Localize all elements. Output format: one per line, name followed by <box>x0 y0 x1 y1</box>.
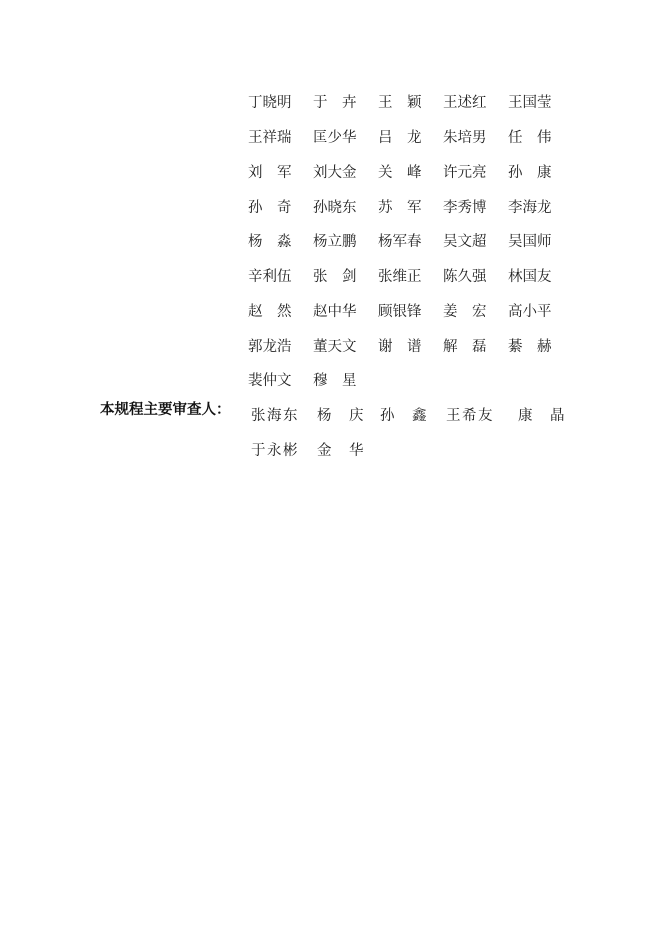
author-name: 许元亮 <box>443 164 487 181</box>
reviewer-name: 孙 鑫 <box>380 407 428 424</box>
reviewer-name: 康 晶 <box>518 407 566 424</box>
reviewer-name: 于永彬 <box>251 442 299 459</box>
author-name: 穆 星 <box>313 373 357 390</box>
author-name: 赵中华 <box>313 303 357 320</box>
author-name: 姜 宏 <box>443 303 487 320</box>
author-name: 刘大金 <box>313 164 357 181</box>
author-name: 林国友 <box>508 269 552 286</box>
reviewers-name-list <box>251 398 578 468</box>
author-name: 匡少华 <box>313 130 357 147</box>
author-name: 苏 军 <box>378 199 422 216</box>
author-name: 于 卉 <box>313 95 357 112</box>
author-name: 董天文 <box>313 338 357 355</box>
author-name: 刘 军 <box>248 164 292 181</box>
author-name: 赵 然 <box>248 303 292 320</box>
author-name: 关 峰 <box>378 164 422 181</box>
author-name: 吴国师 <box>508 234 552 251</box>
author-name: 张 剑 <box>313 269 357 286</box>
author-name: 孙 康 <box>508 164 552 181</box>
reviewer-name: 王希友 <box>446 407 494 424</box>
author-name: 丁晓明 <box>248 95 292 112</box>
author-name: 高小平 <box>508 303 552 320</box>
drafters-name-list <box>248 86 573 399</box>
author-name: 孙 奇 <box>248 199 292 216</box>
reviewer-name: 张海东 <box>251 407 299 424</box>
author-name: 裴仲文 <box>248 373 292 390</box>
author-name: 李海龙 <box>508 199 552 216</box>
author-name: 解 磊 <box>443 338 487 355</box>
author-name: 王祥瑞 <box>248 130 292 147</box>
author-name: 杨军春 <box>378 234 422 251</box>
author-name: 李秀博 <box>443 199 487 216</box>
author-name: 谢 谱 <box>378 338 422 355</box>
author-name: 綦 赫 <box>508 338 552 355</box>
author-name: 辛利伍 <box>248 269 292 286</box>
author-name: 孙晓东 <box>313 199 357 216</box>
reviewers-label: 本规程主要审查人： <box>100 402 231 418</box>
author-name: 杨立鹏 <box>313 234 357 251</box>
author-name: 任 伟 <box>508 130 552 147</box>
author-name: 吕 龙 <box>378 130 422 147</box>
author-name: 郭龙浩 <box>248 338 292 355</box>
reviewer-name: 杨 庆 <box>317 407 365 424</box>
author-name: 张维正 <box>378 269 422 286</box>
author-name: 陈久强 <box>443 269 487 286</box>
author-name: 杨 淼 <box>248 234 292 251</box>
author-name: 吴文超 <box>443 234 487 251</box>
reviewer-name: 金 华 <box>317 442 365 459</box>
author-name: 朱培男 <box>443 130 487 147</box>
author-name: 王国莹 <box>508 95 552 112</box>
author-name: 王述红 <box>443 95 487 112</box>
author-name: 王 颖 <box>378 95 422 112</box>
author-name: 顾银锋 <box>378 303 422 320</box>
